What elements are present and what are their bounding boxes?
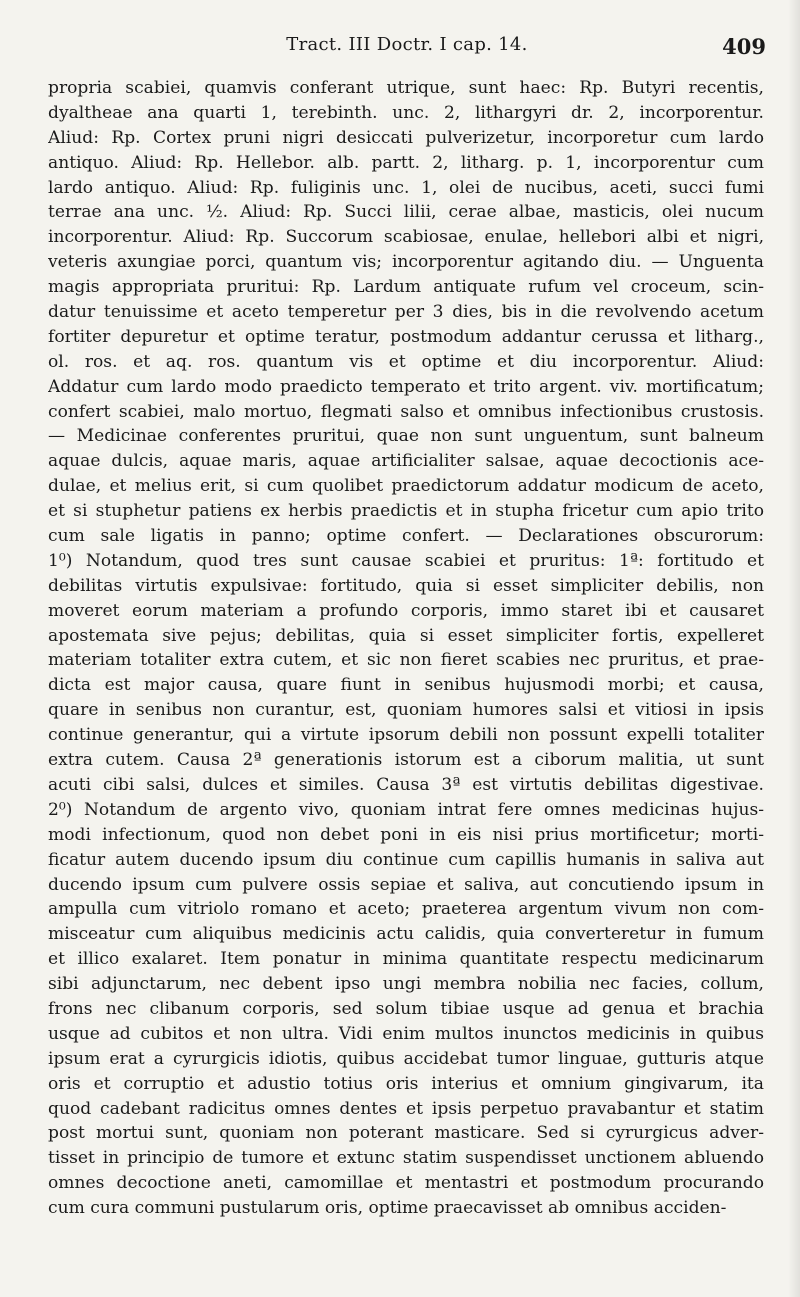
text-line: debilitas virtutis expulsivae: fortitudo, quia si esset simpliciter debilis, non [48, 575, 764, 596]
text-line: acuti cibi salsi, dulces et similes. Causa 3ª est virtutis debilitas digestivae. [48, 774, 764, 795]
text-line: propria scabiei, quamvis conferant utrique, sunt haec: Rp. Butyri recentis, [48, 78, 764, 98]
text-line: 1⁰) Notandum, quod tres sunt causae scabiei et pruritus: 1ª: fortitudo et [48, 550, 764, 571]
text-line: ampulla cum vitriolo romano et aceto; praeterea argentum vivum non com- [48, 899, 764, 920]
text-line: Addatur cum lardo modo praedicto temperato et trito argent. viv. mortificatum; [48, 376, 764, 397]
text-line: cum sale ligatis in panno; optime confert. — Declarationes obscurorum: [48, 526, 764, 547]
text-line: oris et corruptio et adustio totius oris interius et omnium gingivarum, ita [48, 1073, 764, 1094]
text-line: ol. ros. et aq. ros. quantum vis et optime et diu incorporentur. Aliud: [48, 351, 764, 372]
text-line: apostemata sive pejus; debilitas, quia si esset simpliciter fortis, expelleret [48, 625, 764, 646]
text-line: cum cura communi pustularum oris, optime praecavisset ab omnibus acciden- [48, 1198, 727, 1219]
text-line: sibi adjunctarum, nec debent ipso ungi membra nobilia nec facies, collum, [48, 974, 764, 995]
text-line: post mortui sunt, quoniam non poterant masticare. Sed si cyrurgicus adver- [48, 1123, 764, 1144]
text-line: ducendo ipsum cum pulvere ossis sepiae et saliva, aut concutiendo ipsum in [48, 874, 764, 895]
text-line: materiam totaliter extra cutem, et sic non fieret scabies nec pruritus, et prae- [48, 650, 764, 671]
running-head [48, 28, 766, 62]
text-line: omnes decoctione aneti, camomillae et mentastri et postmodum procurando [48, 1173, 764, 1194]
text-line: quare in senibus non curantur, est, quoniam humores salsi et vitiosi in ipsis [48, 700, 764, 721]
text-line: dyaltheae ana quarti 1, terebinth. unc. 2, lithargyri dr. 2, incorporentur. [48, 102, 764, 123]
text-line: antiquo. Aliud: Rp. Hellebor. alb. partt. 2, litharg. p. 1, incorporentur cum [48, 152, 764, 173]
text-line: ipsum erat a cyrurgicis idiotis, quibus accidebat tumor linguae, gutturis atque [48, 1048, 764, 1069]
text-line: tisset in principio de tumore et extunc statim suspendisset unctionem abluendo [48, 1148, 764, 1169]
text-line: modi infectionum, quod non debet poni in eis nisi prius mortificetur; morti- [48, 824, 764, 845]
text-line: datur tenuissime et aceto temperetur per 3 dies, bis in die revolvendo acetum [48, 302, 764, 323]
text-line: aquae dulcis, aquae maris, aquae artificialiter salsae, aquae decoctionis ace- [48, 451, 764, 472]
text-line: moveret eorum materiam a profundo corporis, immo staret ibi et causaret [48, 600, 764, 621]
body-text [48, 76, 764, 1221]
text-line: lardo antiquo. Aliud: Rp. fuliginis unc. 1, olei de nucibus, aceti, succi fumi [48, 177, 764, 198]
text-line: misceatur cum aliquibus medicinis actu calidis, quia converteretur in fumum [48, 924, 764, 945]
text-line: extra cutem. Causa 2ª generationis istorum est a ciborum malitia, ut sunt [48, 750, 764, 771]
page-number: 409 [722, 34, 766, 59]
text-line: — Medicinae conferentes pruritui, quae non sunt unguentum, sunt balneum [48, 426, 764, 447]
text-line: dicta est major causa, quare fiunt in senibus hujusmodi morbi; et causa, [48, 675, 764, 696]
text-line: confert scabiei, malo mortuo, flegmati salso et omnibus infectionibus crustosis. [48, 401, 764, 422]
text-line: quod cadebant radicitus omnes dentes et ipsis perpetuo pravabantur et statim [48, 1098, 764, 1119]
text-line: incorporentur. Aliud: Rp. Succorum scabiosae, enulae, hellebori albi et nigri, [48, 227, 764, 248]
text-line: veteris axungiae porci, quantum vis; incorporentur agitando diu. — Unguenta [48, 252, 764, 273]
text-line: continue generantur, qui a virtute ipsorum debili non possunt expelli totaliter [48, 725, 764, 746]
text-line: et si stuphetur patiens ex herbis praedictis et in stupha fricetur cum apio trito [48, 501, 764, 522]
text-line: fortiter depuretur et optime teratur, postmodum addantur cerussa et litharg., [48, 326, 764, 347]
text-line: ficatur autem ducendo ipsum diu continue cum capillis humanis in saliva aut [48, 849, 764, 870]
text-line: Aliud: Rp. Cortex pruni nigri desiccati pulverizetur, incorporetur cum lardo [48, 127, 764, 148]
text-line: 2⁰) Notandum de argento vivo, quoniam intrat fere omnes medicinas hujus- [48, 799, 764, 820]
text-line: et illico exalaret. Item ponatur in minima quantitate respectu medicinarum [48, 949, 764, 970]
text-line: terrae ana unc. ½. Aliud: Rp. Succi lilii, cerae albae, masticis, olei nucum [48, 202, 764, 223]
text-line: dulae, et melius erit, si cum quolibet praedictorum addatur modicum de aceto, [48, 476, 764, 497]
running-title: Tract. III Doctr. I cap. 14. [286, 34, 528, 55]
text-line: frons nec clibanum corporis, sed solum tibiae usque ad genua et brachia [48, 998, 764, 1019]
text-line: magis appropriata pruritui: Rp. Lardum antiquate rufum vel croceum, scin- [48, 277, 764, 298]
text-line: usque ad cubitos et non ultra. Vidi enim multos inunctos medicinis in quibus [48, 1023, 764, 1044]
